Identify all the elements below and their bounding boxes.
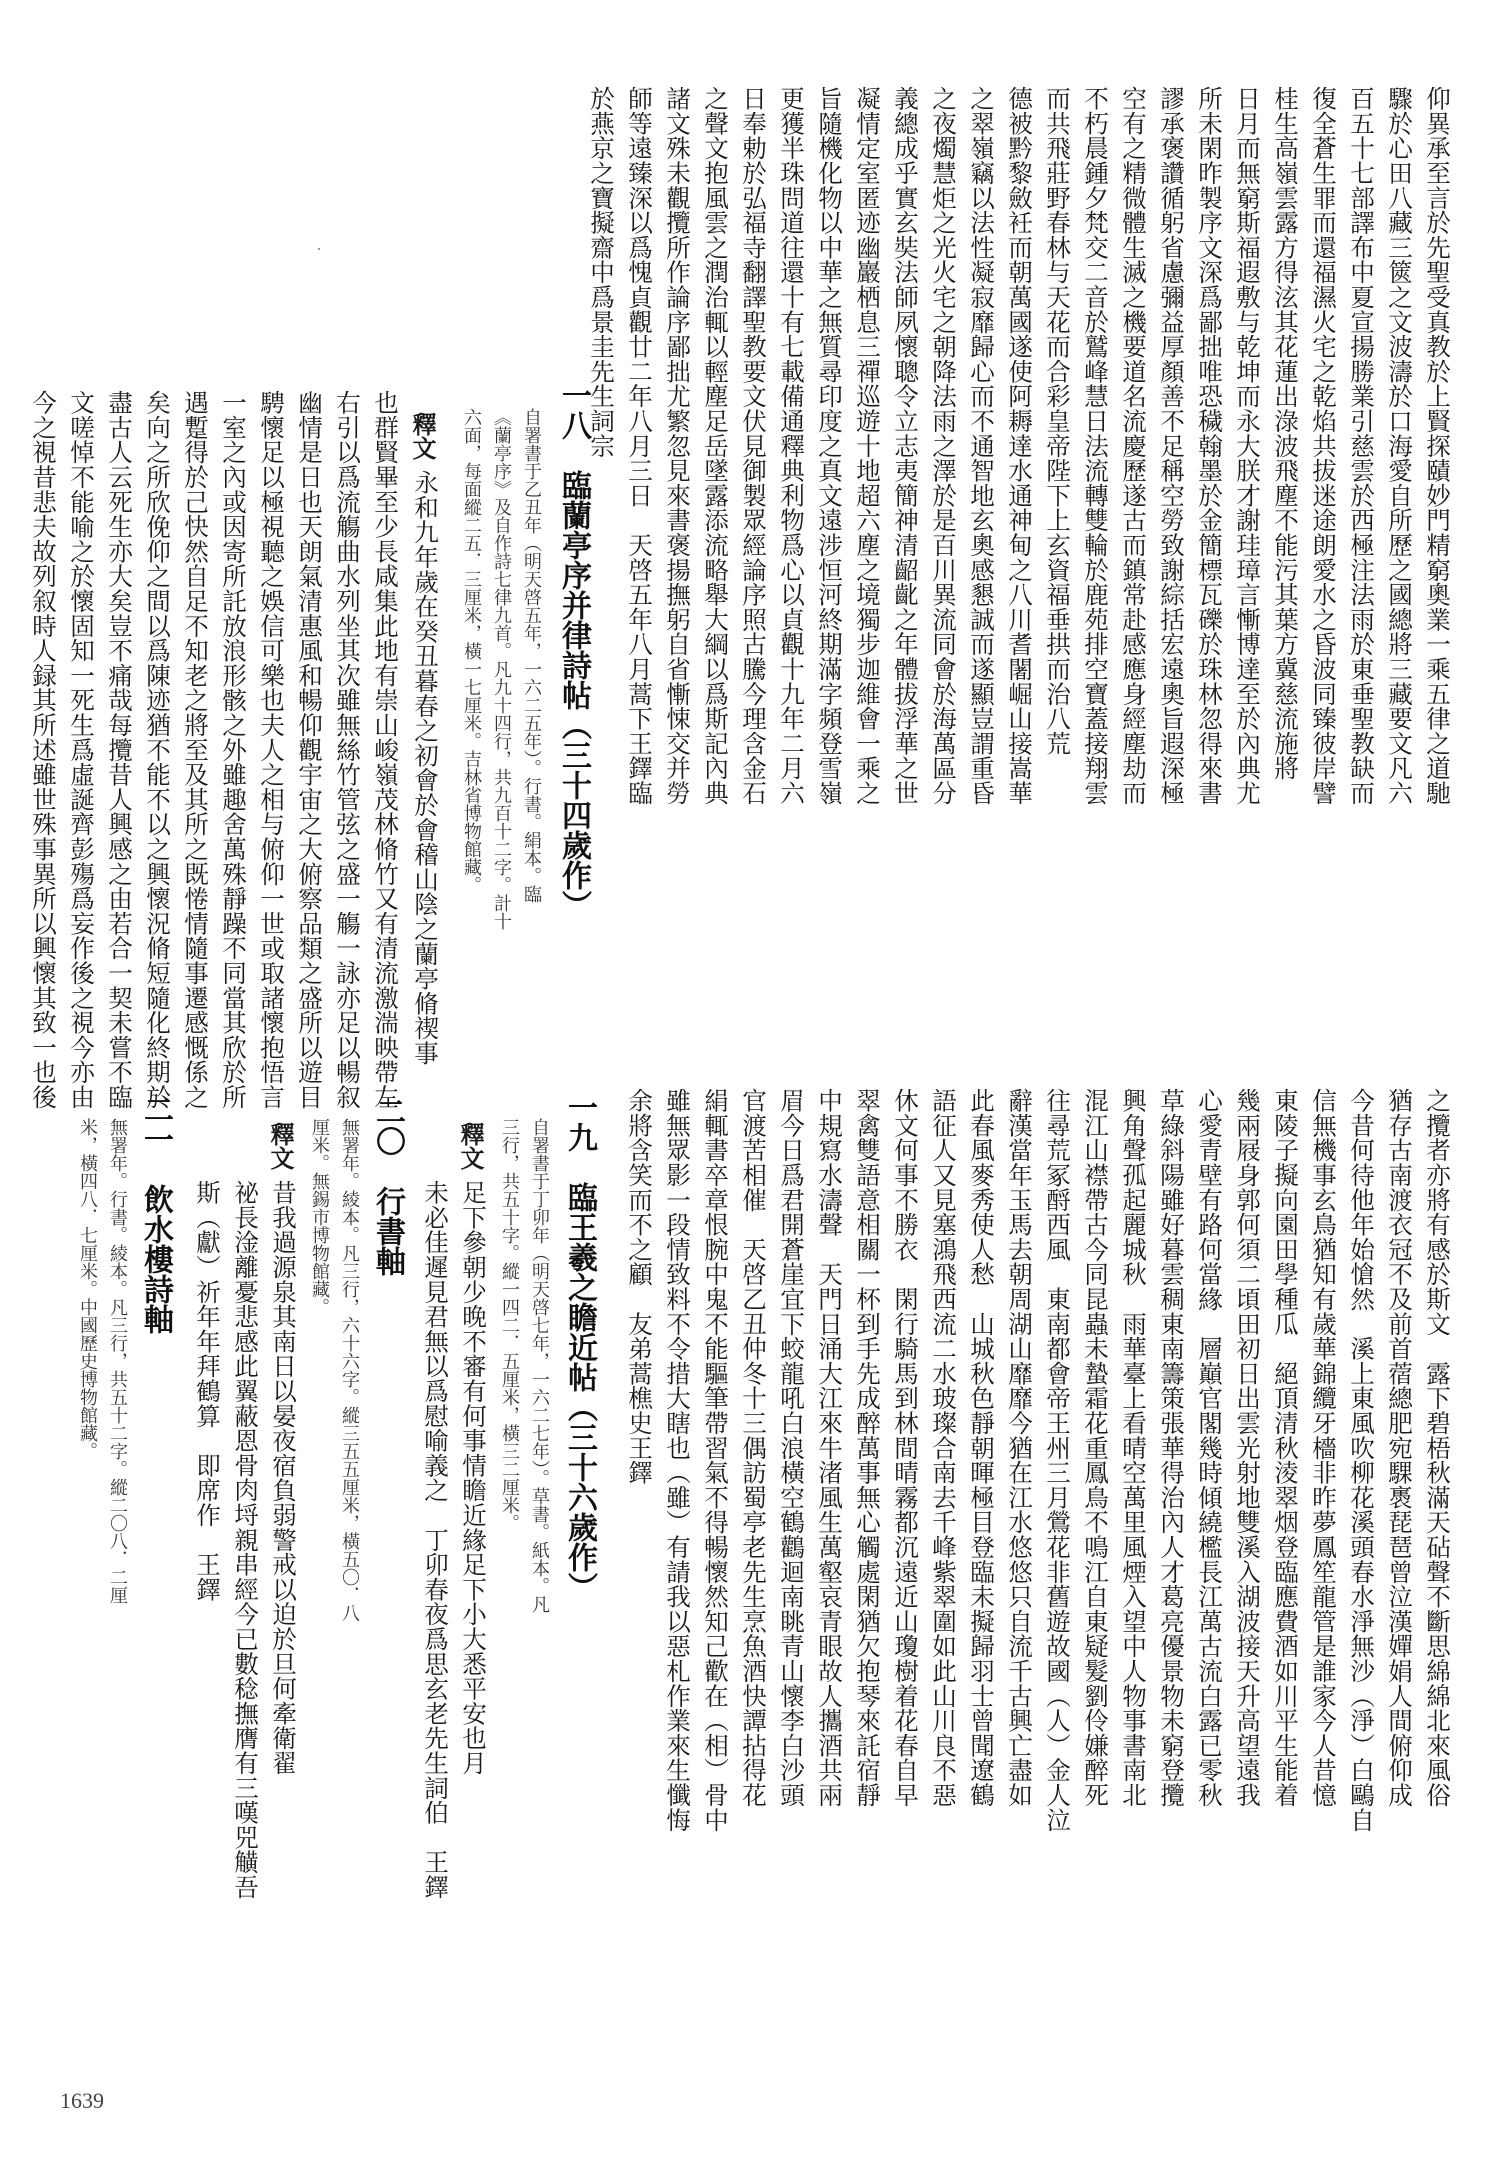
entry-19-meta: 自署書于丁卯年（明天啓七年，一六二七年）。草書。紙本。凡 三行，共五十字。縱一四二．五厘米，橫三二厘米。 [499,1118,550,1613]
entry-20-heading: 二〇 行書軸 [370,1096,405,1276]
entry-21-meta: 無署年。行書。綾本。凡三行，共五十二字。縱二〇八．二厘 米，橫四八．七厘米。中國歷史博物館藏。 [77,1118,128,1604]
entry-18-heading: 一八 臨蘭亭序并律詩帖（三十四歲作） [556,380,591,920]
poems-text: 之攬者亦將有感於斯文 露下碧梧秋滿天砧聲不斷思綿綿北來風俗 猶存古南渡衣冠不及前首蓿總肥宛騍褭琵琶曾泣漢嬋娟人間俯仰成 今昔何待他年始愴然 溪上東風吹柳花溪頭春水淨無沙（淨）白鷗自 信無機事玄鳥猶知有歲華錦纜牙檣非昨夢鳳笙龍管是誰家今人昔憶 東陵子擬向園田學種瓜 絕頂清秋淩翠烟登臨應費酒如川平生能着 幾兩屐身郭何須二頃田初日出雲光射地雙溪入湖波接天升高望遠我 心愛青壁有路何當緣 層巔官閣幾時傾繞檻長江萬古流白露已零秋 草綠斜陽雖好暮雲稠東南籌策張華得治內人才葛亮優景物未窮登攬 興角聲孤起麗城秋 雨華臺上看晴空萬里風煙入望中人物事書南北 混江山襟帶古今同昆蟲未蟄霜花重鳳鳥不鳴江自東疑髮劉伶嫌醉死 往尋荒冢酹西風 東南都會帝王州三月鶯花非舊遊故國（人）金人泣 辭漢當年玉馬去朝周湖山靡靡今猶在江水悠悠只自流千古興亡盡如 此春風麥秀使人愁 山城秋色靜朝暉極目登臨未擬歸羽士曾聞遼鶴 語征人又見塞鴻飛西流二水玻璨合南去千峰紫翠圍如此山川良不惡 休文何事不勝衣 閑行騎馬到林間晴霧都沉遠近山瓊樹着花春自早 翠禽雙語意相關一杯到手先成醉萬事無心觸處閑猶欠抱琴來託宿靜 中規寫水濤聲 天門日涌大江來牛渚風生萬壑哀青眼故人攜酒共兩 眉今日爲君開蒼崖宜下蛟龍吼白浪橫空鶴鸛迴南眺青山懷李白沙頭 官渡苦相催 天啓乙丑仲冬十三偶訪蜀亭老先生烹魚酒快譚拈得花 絹輒書卒章恨腕中鬼不能驅筆帶習氣不得暢懷然知己歡在（相）骨中 雖無眾影一段情致料不令措大瞎也（雖）有請我以惡札作業來生懺悔 余將含笑而不之顧 友弟蒿樵史王鐸 [625,1088,1452,1832]
entry-19-label: 釋文 [456,1122,485,1170]
page-number: 1639 [60,2088,104,2113]
entry-20-text: 昔我過源泉其南日以晏夜宿負弱警戒以迫於旦何牽衛翟 祕長淦離憂悲感此翼蔽恩骨肉埒親串經今已數稔撫膺有三嘆兕觵吾 斯（獻）祈年年拜鶴算 即席作 王鐸 [193,1180,298,1900]
entry-20-label: 釋文 [266,1122,295,1170]
entry-18-label: 釋文 [408,412,437,460]
entry-21-heading: 二一 飲水樓詩軸 [138,1094,173,1334]
entry-19-text: 足下參朝少晚不審有何事情瞻近緣足下小大悉平安也月 未必佳遲見君無以爲慰喻義之 丁卯春夜爲思玄老先生詞伯 王鐸 [421,1180,488,1900]
stray-mark [318,248,320,250]
lanting-xu-text: 也群賢畢至少長咸集此地有崇山峻嶺茂林脩竹又有清流激湍映帶左 右引以爲流觴曲水列坐其次雖無絲竹管弦之盛一觴一詠亦足以暢叙 幽情是日也天朗氣清惠風和暢仰觀宇宙之大俯察品類之盛所以遊目 騁懷足以極視聽之娛信可樂也夫人之相与俯仰一世或取諸懷抱悟言 一室之內或因寄所託放浪形骸之外雖趣舍萬殊靜躁不同當其欣於所 遇蹔得於己快然自足不知老之將至及其所之既惓情隨事遷感慨係之 矣向之所欣俛仰之間以爲陳迹猶不能不以之興懷況脩短隨化終期於 盡古人云死生亦大矣豈不痛哉每攬昔人興感之由若合一契未嘗不臨 文嗟悼不能喻之於懷固知一死生爲虛誕齊彭殤爲妄作後之視今亦由 今之視昔悲夫故列叙時人録其所述雖世殊事異所以興懷其致一也後 [29,390,400,1110]
entry-18-opening: 永和九年歲在癸丑暮春之初會於會稽山陰之蘭亭脩禊事 [411,470,440,1066]
copy-text-continuation: 仰異承至言於先聖受真教於上賢探賾妙門精窮奧業一乘五律之道馳 驟於心田八藏三篋之文波濤於口海愛自所歷之國總將三藏要文凡六 百五十七部譯布中夏宣揚勝業引慈雲於西極注法雨於東垂聖教缺而 復全蒼生罪而還福濕火宅之乾焰共拔迷途朗愛水之昏波同臻彼岸譬 桂生高嶺雲露方得泫其花蓮出淥波飛塵不能污其葉方冀慈流施將 日月而無窮斯福遐敷与乾坤而永大朕才謝珪璋言慚博達至於內典尤 所未閑昨製序文深爲鄙拙唯恐穢翰墨於金簡標瓦礫於珠林忽得來書 謬承褒讚循躬省慮彌益厚顏善不足稱空勞致謝綜括宏遠奧旨遐深極 空有之精微體生滅之機要道名流慶歷遂古而鎮常赴感應身經塵劫而 不朽晨鍾夕梵交二音於鷲峰慧日法流轉雙輪於鹿苑排空寶蓋接翔雲 而共飛莊野春林与天花而合彩皇帝陛下上玄資福垂拱而治八荒 德被黔黎斂衽而朝萬國遂使阿耨達水通神甸之八川耆闍崛山接嵩華 之翠嶺竊以法性凝寂靡歸心而不通智地玄奧感懇誠而遂顯豈謂重昏 之夜燭慧炬之光火宅之朝降法雨之澤於是百川異流同會於海萬區分 義總成乎實玄奘法師夙懷聰令立志夷簡神清齠齔之年體拔浮華之世 凝情定室匿迹幽巖栖息三禪巡遊十地超六塵之境獨步迦維會一乘之 旨隨機化物以中華之無質尋印度之真文遠涉恒河終期滿字頻登雪嶺 更獲半珠問道往還十有七載備通釋典利物爲心以貞觀十九年二月六 日奉勅於弘福寺翻譯聖教要文伏見御製眾經論序照古騰今理含金石 之聲文抱風雲之潤治輒以輕塵足岳墜露添流略舉大綱以爲斯記內典 諸文殊未觀攬所作論序鄙拙尤繁忽見來書褒揚撫躬自省慚悚交并勞 師等遠臻深以爲愧貞觀廿二年八月三日 天啓五年八月蒿下王鐸臨 於燕京之寶擬齋中爲景圭先生詞宗 [587,86,1452,806]
entry-19-heading: 一九 臨王羲之瞻近帖（三十六歲作） [562,1092,597,1602]
entry-20-meta: 無署年。綾本。凡三行，六十六字。縱三五五厘米，橫五〇．八 厘米。無錫市博物館藏。 [309,1118,360,1622]
entry-18-meta: 自署書于乙丑年（明天啓五年，一六二五年）。行書。絹本。臨 《蘭亭序》及自作詩七律九首。凡九十四行，共九百十二字。計十 六面，每面縱二五．三厘米，橫一七厘米。吉林省博物館藏。 [461,408,542,930]
